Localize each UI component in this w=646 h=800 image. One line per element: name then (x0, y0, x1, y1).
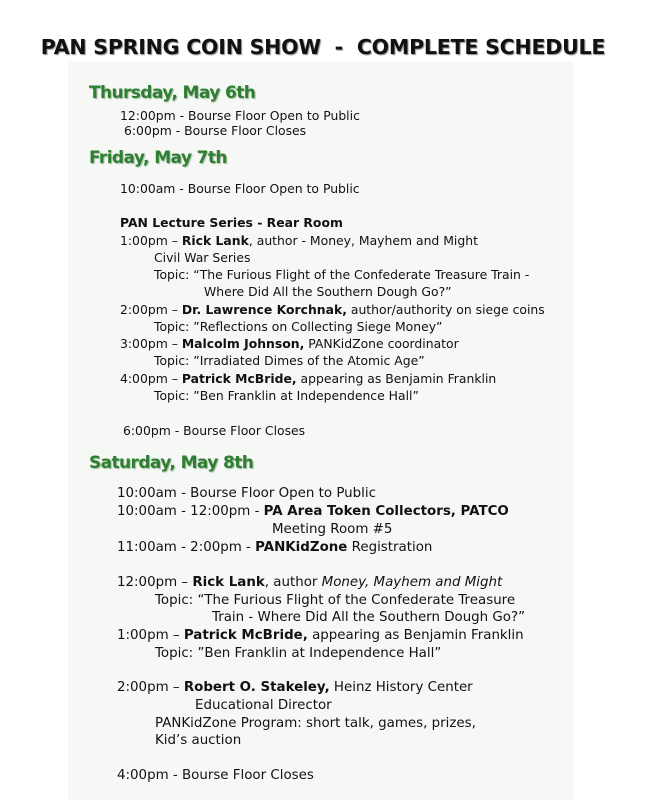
friday-talk-3-topic: Topic: ”Irradiated Dimes of the Atomic Age” (154, 353, 425, 368)
friday-talk-1-topic-cont: Where Did All the Southern Dough Go?” (204, 284, 452, 299)
thursday-item-open: 12:00pm - Bourse Floor Open to Public (120, 108, 360, 123)
saturday-mcbride-topic: Topic: ”Ben Franklin at Independence Hall” (155, 646, 442, 661)
friday-talk-1-role-cont: Civil War Series (154, 250, 251, 265)
friday-talk-2-topic: Topic: ”Reflections on Collecting Siege Money” (154, 319, 443, 334)
friday-talk-3: 3:00pm – Malcolm Johnson, PANKidZone coordinator (120, 336, 459, 351)
saturday-kidzone-program: PANKidZone Program: short talk, games, prizes, (155, 716, 476, 731)
friday-talk-4-topic: Topic: ”Ben Franklin at Independence Hall” (154, 388, 419, 403)
friday-close: 6:00pm - Bourse Floor Closes (123, 423, 306, 438)
saturday-lank-topic: Topic: “The Furious Flight of the Confederate Treasure (155, 593, 516, 608)
thursday-heading: Thursday, May 6th (89, 83, 256, 103)
friday-talk-1-topic: Topic: “The Furious Flight of the Confederate Treasure Train - (154, 267, 530, 282)
saturday-heading: Saturday, May 8th (89, 453, 254, 473)
thursday-item-close: 6:00pm - Bourse Floor Closes (124, 123, 307, 138)
saturday-lank: 12:00pm – Rick Lank, author Money, Mayhem and Might (117, 575, 503, 590)
friday-open: 10:00am - Bourse Floor Open to Public (120, 181, 360, 196)
friday-talk-1: 1:00pm – Rick Lank, author - Money, Mayhem and Might (120, 233, 478, 248)
page-title: PAN SPRING COIN SHOW - COMPLETE SCHEDULE (40, 35, 606, 59)
friday-lecture-header: PAN Lecture Series - Rear Room (120, 215, 343, 230)
saturday-lank-topic-cont: Train - Where Did All the Southern Dough Go?” (212, 610, 526, 625)
friday-heading: Friday, May 7th (89, 148, 227, 168)
saturday-stakeley-role-cont: Educational Director (195, 698, 332, 713)
saturday-open: 10:00am - Bourse Floor Open to Public (117, 486, 376, 501)
friday-talk-4: 4:00pm – Patrick McBride, appearing as Benjamin Franklin (120, 371, 497, 386)
saturday-patco: 10:00am - 12:00pm - PA Area Token Collectors, PATCO (117, 504, 509, 519)
saturday-patco-room: Meeting Room #5 (272, 522, 393, 537)
saturday-mcbride: 1:00pm – Patrick McBride, appearing as Benjamin Franklin (117, 628, 524, 643)
saturday-kidzone-registration: 11:00am - 2:00pm - PANKidZone Registration (117, 540, 433, 555)
saturday-close: 4:00pm - Bourse Floor Closes (117, 768, 314, 783)
saturday-stakeley: 2:00pm – Robert O. Stakeley, Heinz History Center (117, 680, 473, 695)
friday-talk-2: 2:00pm – Dr. Lawrence Korchnak, author/authority on siege coins (120, 302, 545, 317)
saturday-kidzone-program-cont: Kid’s auction (155, 733, 242, 748)
